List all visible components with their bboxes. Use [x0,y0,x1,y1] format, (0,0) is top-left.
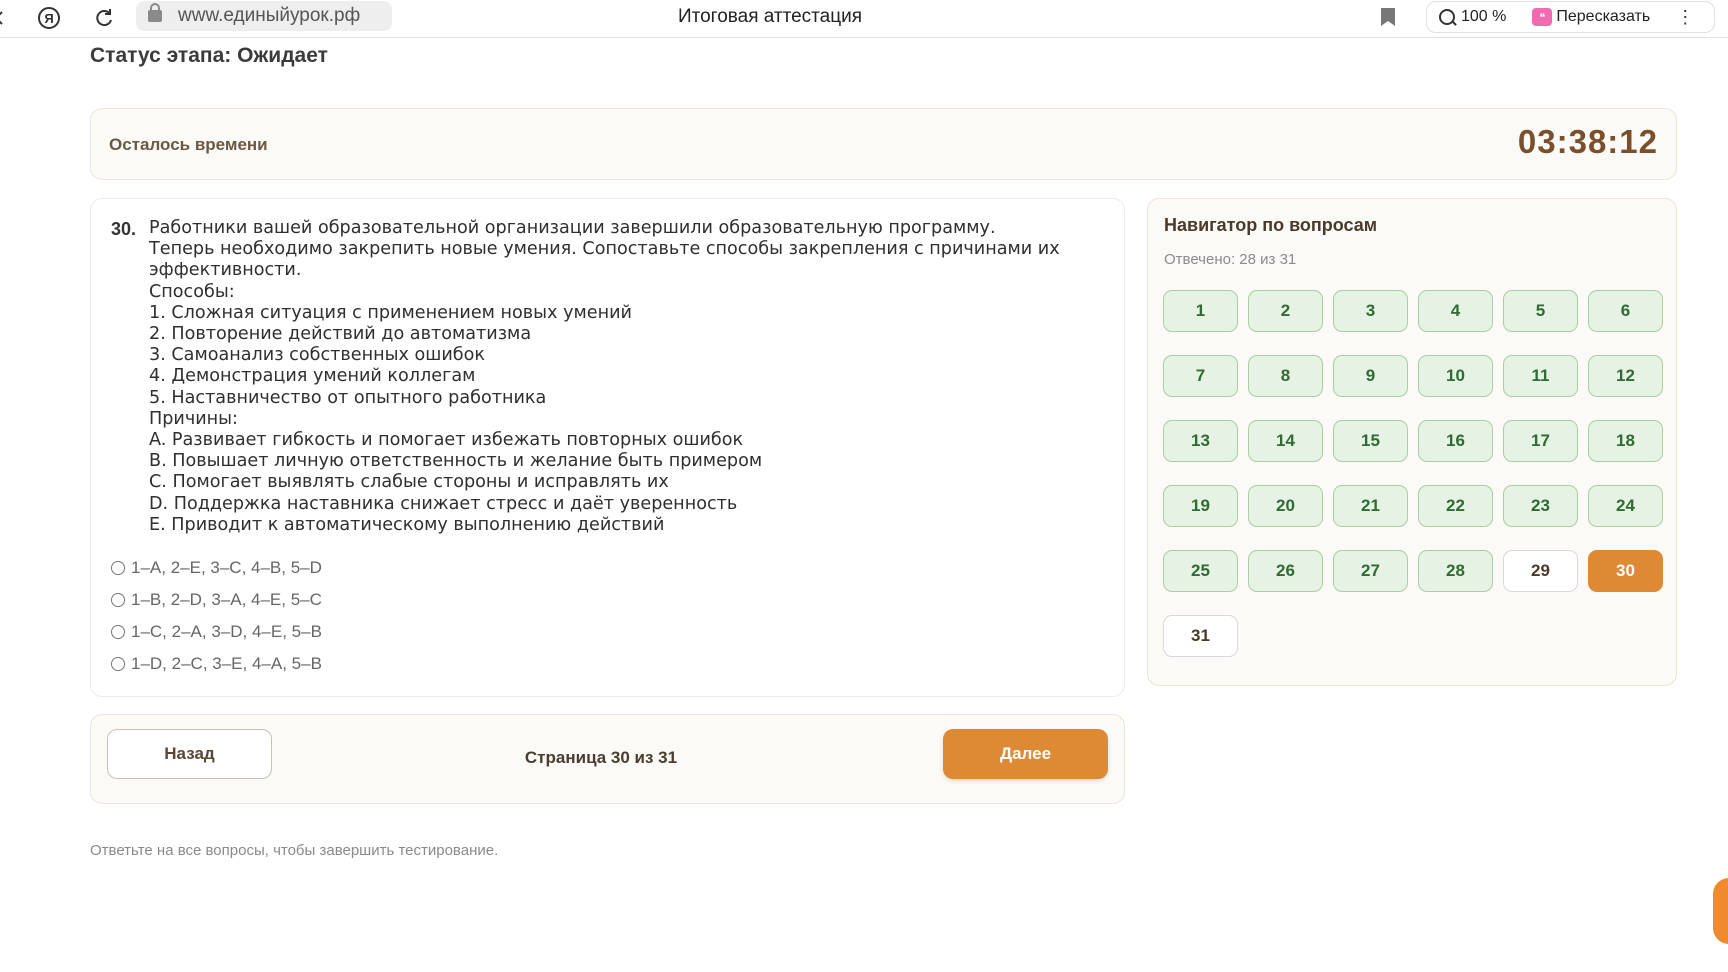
next-button[interactable]: Далее [943,729,1108,779]
zoom-button[interactable] [1439,8,1506,26]
question-nav-button-5[interactable]: 5 [1503,290,1578,332]
question-line: 5. Наставничество от опытного работника [149,387,547,408]
retell-button[interactable] [1532,8,1650,26]
question-line: A. Развивает гибкость и помогает избежать повторных ошибок [149,430,744,451]
question-nav-button-15[interactable]: 15 [1333,420,1408,462]
question-grid [1163,290,1663,657]
answer-option-4[interactable] [111,648,322,680]
radio-button[interactable] [111,593,125,607]
question-nav-button-28[interactable]: 28 [1418,550,1493,592]
question-nav-button-30[interactable]: 30 [1588,550,1663,592]
question-nav-button-3[interactable]: 3 [1333,290,1408,332]
question-number: 30. [111,219,137,239]
radio-button[interactable] [111,561,125,575]
page-indicator: Страница 30 из 31 [524,748,678,767]
page-title: Итоговая аттестация [677,6,863,27]
question-nav-button-19[interactable]: 19 [1163,485,1238,527]
radio-button[interactable] [111,625,125,639]
retell-label: Пересказать [1556,8,1651,25]
question-nav-button-11[interactable]: 11 [1503,355,1578,397]
zoom-level: 100 % [1461,8,1507,25]
timer-label: Осталось времени [109,135,268,154]
question-nav-button-9[interactable]: 9 [1333,355,1408,397]
question-nav-button-25[interactable]: 25 [1163,550,1238,592]
question-line: Работники вашей образовательной организации завершили образовательную программу. [149,218,996,238]
retell-icon: ❝ [1532,8,1552,26]
answered-count: Отвечено: 28 из 31 [1164,251,1297,268]
question-nav-button-31[interactable]: 31 [1163,615,1238,657]
answer-option-1[interactable] [111,552,322,584]
address-bar[interactable] [136,1,392,31]
question-line: 4. Демонстрация умений коллегам [149,366,476,387]
url-text: www.единыйурок.рф [178,5,361,26]
option-label: 1–C, 2–A, 3–D, 4–E, 5–B [131,622,322,641]
question-nav-button-29[interactable]: 29 [1503,550,1578,592]
question-nav-button-4[interactable]: 4 [1418,290,1493,332]
question-nav-button-8[interactable]: 8 [1248,355,1323,397]
browser-toolbar [0,0,1728,38]
svg-text:Я: Я [44,11,54,26]
question-nav-button-10[interactable]: 10 [1418,355,1493,397]
question-nav-button-27[interactable]: 27 [1333,550,1408,592]
bookmark-icon[interactable] [1381,8,1395,26]
question-nav-button-6[interactable]: 6 [1588,290,1663,332]
answer-options [111,552,322,680]
question-nav-button-12[interactable]: 12 [1588,355,1663,397]
floating-widget-tab[interactable] [1713,878,1728,944]
question-nav-button-26[interactable]: 26 [1248,550,1323,592]
timer-value: 03:38:12 [1517,123,1658,160]
radio-button[interactable] [111,657,125,671]
question-line: Способы: [149,281,235,302]
question-nav-button-2[interactable]: 2 [1248,290,1323,332]
question-text [149,218,1109,536]
question-nav-button-1[interactable]: 1 [1163,290,1238,332]
question-nav-button-23[interactable]: 23 [1503,485,1578,527]
question-line: Теперь необходимо закрепить новые умения. Сопоставьте способы закрепления с причинами их [149,239,1060,260]
yandex-icon[interactable] [35,4,63,32]
question-nav-button-21[interactable]: 21 [1333,485,1408,527]
zoom-icon [1439,9,1455,25]
question-line: 3. Самоанализ собственных ошибок [149,345,486,366]
question-line: D. Поддержка наставника снижает стресс и даёт уверенность [149,493,738,514]
footer-note: Ответьте на все вопросы, чтобы завершить тестирование. [90,842,499,859]
lock-icon [148,10,162,22]
back-icon[interactable] [0,4,14,32]
question-nav-button-20[interactable]: 20 [1248,485,1323,527]
question-nav-button-22[interactable]: 22 [1418,485,1493,527]
reload-icon[interactable] [90,4,118,32]
answer-option-3[interactable] [111,616,322,648]
question-line: Причины: [149,408,238,429]
stage-status: Статус этапа: Ожидает [90,44,328,67]
question-nav-button-24[interactable]: 24 [1588,485,1663,527]
question-card [90,198,1125,697]
answer-option-2[interactable] [111,584,322,616]
back-button[interactable]: Назад [107,729,272,779]
question-line: B. Повышает личную ответственность и желание быть примером [149,451,763,472]
browser-actions [1426,1,1715,33]
more-icon[interactable]: ⋮ [1676,6,1695,27]
option-label: 1–B, 2–D, 3–A, 4–E, 5–C [131,590,322,609]
question-line: C. Помогает выявлять слабые стороны и исправлять их [149,472,669,493]
option-label: 1–D, 2–C, 3–E, 4–A, 5–B [131,654,322,673]
question-line: эффективности. [149,260,302,281]
question-nav-button-13[interactable]: 13 [1163,420,1238,462]
question-nav-button-14[interactable]: 14 [1248,420,1323,462]
question-line: E. Приводит к автоматическому выполнению действий [149,514,665,535]
pagination-bar [90,714,1125,804]
question-nav-button-18[interactable]: 18 [1588,420,1663,462]
question-nav-button-16[interactable]: 16 [1418,420,1493,462]
question-nav-button-17[interactable]: 17 [1503,420,1578,462]
navigator-title: Навигатор по вопросам [1164,215,1378,235]
question-line: 1. Сложная ситуация с применением новых умений [149,302,632,323]
question-navigator [1147,198,1677,686]
question-line: 2. Повторение действий до автоматизма [149,324,532,345]
option-label: 1–A, 2–E, 3–C, 4–B, 5–D [131,558,322,577]
timer-card [90,108,1677,180]
question-nav-button-7[interactable]: 7 [1163,355,1238,397]
